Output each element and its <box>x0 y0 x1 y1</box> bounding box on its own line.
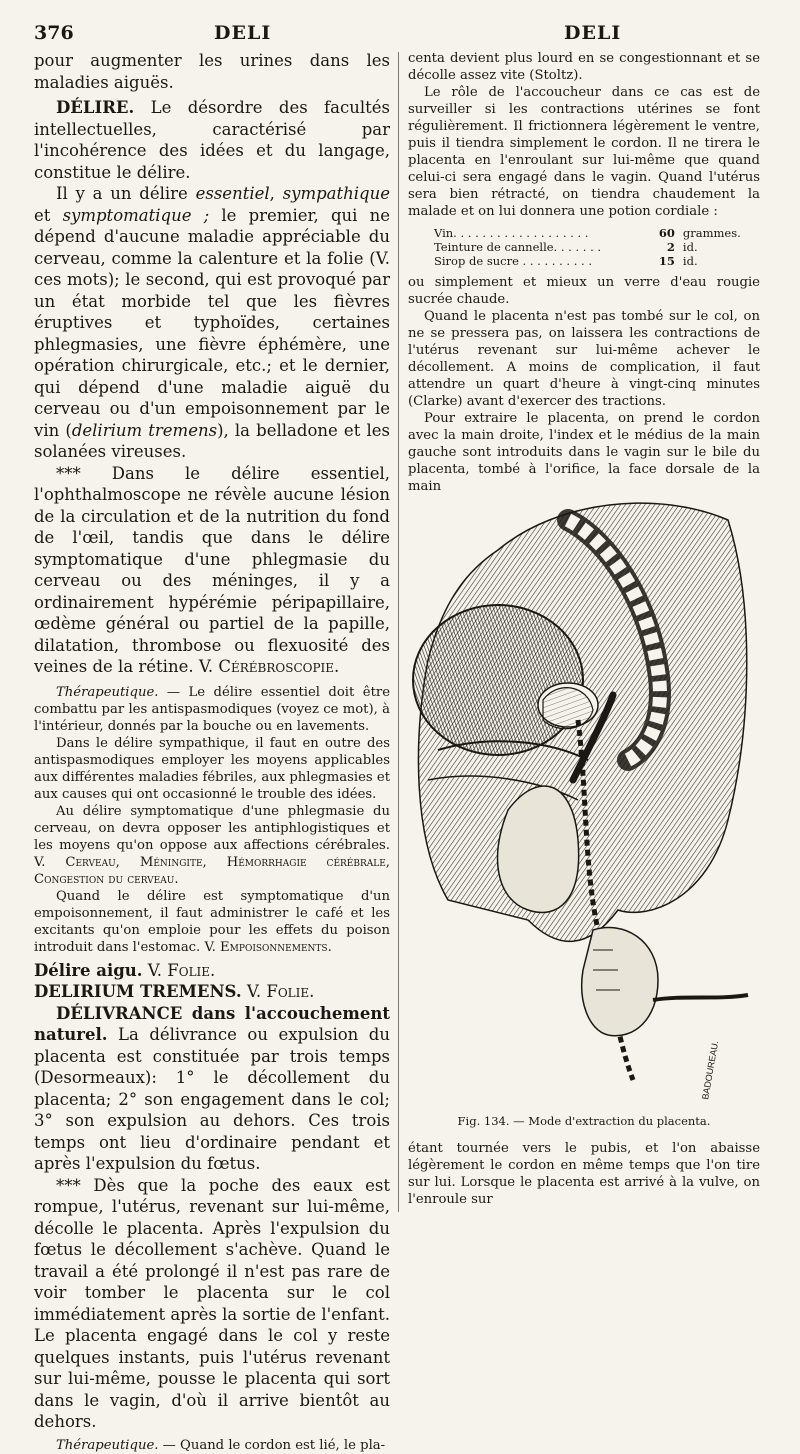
paragraph: pour augmenter les urines dans les maladies aiguës. <box>34 51 390 92</box>
entry-definition: Le désordre des facultés intellectuelles, caractérisé par l'incohérence des idées et du langage, constitue le délire. <box>34 98 390 182</box>
engraver-signature: BADOUREAU. <box>700 1039 721 1101</box>
right-column <box>408 50 760 495</box>
paragraph: *** Dès que la poche des eaux est rompue, l'utérus, revenant sur lui-même, décolle le placenta. Après l'expulsion du fœtus le décollement s'achève. Quand le travail a été prolongé il n'est pas rare de voir tomber le placenta sur le col immédiatement après la sortie de l'enfant. Le placenta engagé dans le col y reste quelques instants, puis l'utérus revenant sur lui-même, pousse le placenta qui sort dans le vagin, d'où il arrive bientôt au dehors. <box>34 1175 390 1431</box>
cross-reference: Cérébroscopie. <box>218 657 340 676</box>
entry-head: DÉLIRE. <box>56 98 135 117</box>
cross-reference: Empoisonnements. <box>220 939 332 955</box>
entry-delivrance: DÉLIVRANCE dans l'accouchement naturel. La délivrance ou expulsion du placenta est constituée par trois temps (Desormeaux): 1° le décollement du placenta; 2° son engagement dans le col; 3° son expulsion au dehors. Ces trois temps ont lieu d'ordinaire pendant et après l'expulsion du fœtus. <box>34 1003 390 1173</box>
left-column <box>34 50 390 1454</box>
right-hand <box>582 927 658 1035</box>
cross-reference: Cerveau, Méningite, Hémorrhagie cérébrale, Congestion du cerveau. <box>34 854 390 887</box>
running-header <box>34 22 770 48</box>
recipe-row: Sirop de sucre . . . . . . . . . . 15 id. <box>434 254 698 268</box>
paragraph: Dans le délire sympathique, il faut en outre des antispasmodiques employer les moyens applicables aux différentes maladies fébriles, aux phlegmasies et aux causes qui ont occasionné le trouble des idées. <box>34 735 390 802</box>
paragraph: Quand le placenta n'est pas tombé sur le col, on ne se pressera pas, on laissera les contractions de l'utérus revenant sur lui-même achever le décollement. A moins de complication, il faut attendre un quart d'heure à vingt-cinq minutes (Clarke) avant d'exercer des tractions. <box>408 309 760 409</box>
running-head-left: DELI <box>214 22 272 44</box>
cord-end <box>653 995 748 1000</box>
paragraph: étant tournée vers le pubis, et l'on abaisse légèrement le cordon en même temps que l'on tire sur lui. Lorsque le placenta est arrivé à la vulve, on l'enroule sur <box>408 1141 760 1207</box>
entry-delirium-tremens: DELIRIUM TREMENS. V. Folie. <box>34 982 315 1001</box>
paragraph: centa devient plus lourd en se congestionnant et se décolle assez vite (Stoltz). <box>408 51 760 83</box>
paragraph: Pour extraire le placenta, on prend le cordon avec la main droite, l'index et le médius de la main gauche sont introduits dans le vagin sur le bile du placenta, tombé à l'orifice, la face dorsale de la main <box>408 411 760 494</box>
paragraph: Le rôle de l'accoucheur dans ce cas est de surveiller si les contractions utérines se font régulièrement. Il frictionnera légèrement le ventre, puis il tiendra simplement le cordon. Il ne tirera le placenta en l'enroulant sur lui-même que quand celui-ci sera engagé dans le vagin. Quand l'utérus sera bien rétracté, on tiendra chaudement la malade et on lui donnera une potion cordiale : <box>408 85 760 219</box>
paragraph: Thérapeutique. — Le délire essentiel doit être combattu par les antispasmodiques (voyez ce mot), à l'intérieur, donnés par la bouche ou en lavements. <box>34 684 390 734</box>
column-divider <box>398 52 399 1212</box>
page-number: 376 <box>34 22 74 44</box>
running-head-right: DELI <box>564 22 622 44</box>
paragraph: Il y a un délire essentiel, sympathique et symptomatique ; le premier, qui ne dépend d'aucune maladie appréciable du cerveau, comme la calenture et la folie (V. ces mots); le second, qui est provoqué par un état morbide tel que les fièvres éruptives et typhoïdes, certaines phlegmasies, une fièvre éphémère, une opération chirurgicale, etc.; et le dernier, qui dépend d'une maladie aiguë du cerveau ou d'un empoisonnement par le vin (delirium tremens), la belladone et les solanées vireuses. <box>34 184 391 461</box>
recipe-table <box>434 226 760 268</box>
figure-caption: Fig. 134. — Mode d'extraction du placenta. <box>457 1114 711 1128</box>
recipe-row: Teinture de cannelle. . . . . . . 2 id. <box>434 240 698 254</box>
recipe-row: Vin. . . . . . . . . . . . . . . . . . . 60 grammes. <box>434 226 741 240</box>
right-column-bottom <box>408 1140 760 1208</box>
anatomical-engraving <box>408 480 758 1130</box>
entry-delire <box>34 97 390 183</box>
paragraph: Au délire symptomatique d'une phlegmasie du cerveau, on devra opposer les antiphlogistiques et les moyens qu'on oppose aux affections cérébrales. V. Cerveau, Méningite, Hémorrhagie cérébrale, Congestion du cerveau. <box>34 803 390 887</box>
uterus <box>413 605 583 755</box>
therapeutics-block <box>34 684 390 956</box>
paragraph: Thérapeutique. — Quand le cordon est lié, le pla- <box>56 1437 386 1453</box>
entry-delire-aigu: Délire aigu. V. Folie. <box>34 960 216 980</box>
paragraph: *** Dans le délire essentiel, l'ophthalmoscope ne révèle aucune lésion de la circulation et de la nutrition du fond de l'œil, tandis que dans le délire symptomatique d'une phlegmasie du cerveau ou des méninges, il y a ordinairement hypérémie péripapillaire, œdème général ou partiel de la papille, dilatation, thrombose ou flexuosité des veines de la rétine. V. Cérébroscopie. <box>34 463 390 676</box>
paragraph: Quand le délire est symptomatique d'un empoisonnement, il faut administrer le café et les excitants qu'on emploie pour les effets du poison introduit dans l'estomac. V. Empoisonnements. <box>34 888 390 955</box>
paragraph: ou simplement et mieux un verre d'eau rougie sucrée chaude. <box>408 275 760 307</box>
